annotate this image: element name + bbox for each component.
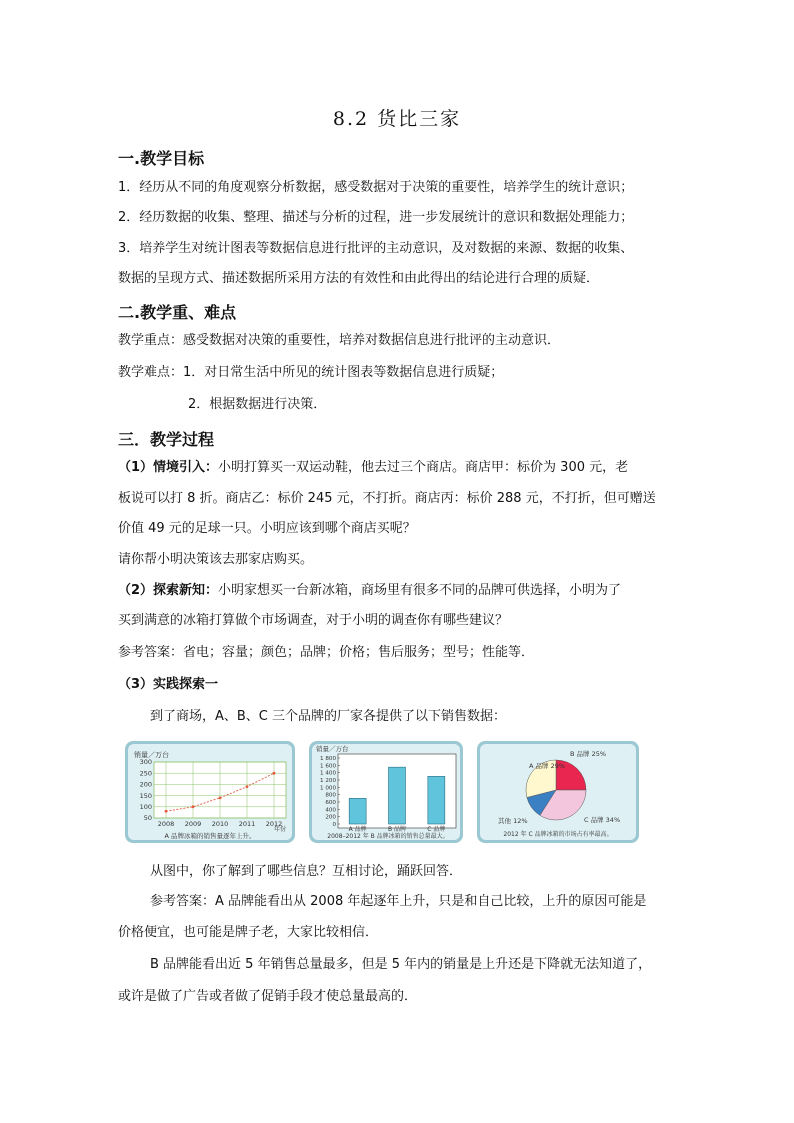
bar — [349, 798, 366, 824]
data-point — [273, 772, 276, 775]
part2-label: （2）探索新知： — [118, 583, 219, 598]
answer-b-line-2: 或许是做了广告或者做了促销手段才使总量最高的． — [118, 989, 418, 1004]
x-tick-label: 2012 — [265, 820, 283, 828]
pie-label-c: C 品牌 34% — [584, 816, 621, 824]
part2-line-1 — [118, 583, 678, 599]
data-point — [246, 785, 249, 788]
part1-text: 小明打算买一双运动鞋，他去过三个商店。商店甲：标价为 300 元，老 — [218, 460, 629, 475]
part2-text: 小明家想买一台新冰箱，商场里有很多不同的品牌可供选择，小明为了 — [218, 583, 622, 598]
x-tick-label: 2010 — [211, 820, 229, 828]
bar — [389, 767, 406, 824]
part1-line-2: 板说可以打 8 折。商店乙：标价 245 元，不打折。商店丙：标价 288 元，不打折，但可赠送 — [118, 491, 656, 506]
part3-label: （3）实践探索一 — [118, 677, 219, 692]
bar — [428, 776, 445, 824]
data-point — [219, 796, 222, 799]
figure-a-line-chart — [124, 740, 296, 844]
chart-caption: 2012 年 C 品牌冰箱的市场占有率最高。 — [503, 831, 613, 838]
section-heading-process: 三．教学过程 — [118, 430, 215, 449]
chart-caption: 2008–2012 年 B 品牌冰箱的销售总量最大。 — [327, 833, 449, 840]
y-tick-label: 300 — [139, 758, 152, 767]
part1-line-3: 价值 49 元的足球一只。小明应该到哪个商店买呢？ — [118, 521, 416, 536]
x-tick-label: B 品牌 — [387, 826, 407, 833]
chart-caption: A 品牌冰箱的销售量逐年上升。 — [164, 832, 256, 840]
key-difficulty-2: 2．根据数据进行决策． — [188, 397, 327, 412]
pie-label-b: B 品牌 25% — [570, 750, 607, 758]
y-tick-label: 1 000 — [319, 785, 336, 792]
answer-b-line-1: B 品牌能看出近 5 年销售总量最多，但是 5 年内的销量是上升还是下降就无法知道了， — [150, 957, 652, 972]
part1-line-1 — [118, 460, 678, 476]
data-point — [165, 810, 168, 813]
discussion-question: 从图中，你了解到了哪些信息？互相讨论，踊跃回答． — [150, 864, 463, 879]
section-heading-keypoints: 二.教学重、难点 — [118, 303, 237, 322]
x-tick-label: 2011 — [238, 820, 256, 828]
part3-intro: 到了商场，A、B、C 三个品牌的厂家各提供了以下销售数据： — [150, 709, 507, 724]
y-tick-label: 600 — [325, 800, 336, 806]
x-tick-label: A 品牌 — [348, 826, 367, 833]
answer-a-line-1: 参考答案：A 品牌能看出从 2008 年起逐年上升，只是和自己比较，上升的原因可能是 — [150, 894, 647, 909]
x-tick-label: 2009 — [184, 820, 202, 828]
data-point — [192, 805, 195, 808]
bar-chart-svg — [308, 740, 464, 844]
goal-item-2: 2．经历数据的收集、整理、描述与分析的过程，进一步发展统计的意识和数据处理能力； — [118, 210, 634, 225]
y-axis-label: 销量／万台 — [316, 745, 349, 753]
y-axis-label: 销量／万台 — [134, 751, 169, 759]
y-tick-label: 1 400 — [319, 770, 336, 777]
part2-line-2: 买到满意的冰箱打算做个市场调查，对于小明的调查你有哪些建议？ — [118, 613, 509, 628]
goal-item-1: 1．经历从不同的角度观察分析数据，感受数据对于决策的重要性，培养学生的统计意识； — [118, 180, 634, 195]
y-tick-label: 100 — [139, 803, 152, 811]
y-tick-label: 200 — [325, 814, 336, 821]
y-tick-label: 0 — [332, 822, 336, 828]
part2-answer: 参考答案：省电；容量；颜色；品牌；价格；售后服务；型号；性能等． — [118, 645, 535, 660]
x-tick-label: C 品牌 — [427, 826, 446, 833]
x-axis-label: 年份 — [273, 826, 286, 833]
goal-item-3-continued: 数据的呈现方式、描述数据所采用方法的有效性和由此得出的结论进行合理的质疑． — [118, 271, 600, 286]
answer-a-line-2: 价格便宜，也可能是牌子老，大家比较相信． — [118, 925, 379, 940]
y-tick-label: 1 600 — [319, 763, 336, 770]
key-focus: 教学重点：感受数据对决策的重要性，培养对数据信息进行批评的主动意识． — [118, 333, 561, 348]
y-tick-label: 200 — [139, 780, 152, 789]
part1-line-4: 请你帮小明决策该去那家店购买。 — [118, 552, 314, 567]
goal-item-3: 3．培养学生对统计图表等数据信息进行批评的主动意识，及对数据的来源、数据的收集、 — [118, 241, 634, 256]
y-tick-label: 250 — [139, 769, 152, 778]
y-tick-label: 1 800 — [319, 756, 336, 762]
pie-label-other: 其他 12% — [498, 817, 528, 825]
y-tick-label: 800 — [325, 792, 336, 799]
y-tick-label: 150 — [139, 791, 152, 800]
figure-c-pie-chart — [476, 740, 648, 844]
pie-label-a: A 品牌 29% — [529, 762, 566, 770]
y-tick-label: 1 200 — [319, 778, 336, 784]
y-tick-label: 400 — [325, 807, 336, 814]
y-tick-label: 50 — [143, 814, 152, 823]
line-chart-svg — [124, 740, 296, 844]
pie-chart-svg — [476, 740, 640, 844]
page-title: 8.2 货比三家 — [332, 108, 462, 130]
key-difficulty-1: 教学难点：1．对日常生活中所见的统计图表等数据信息进行质疑； — [118, 365, 504, 380]
part1-label: （1）情境引入： — [118, 460, 219, 475]
figure-b-bar-chart — [308, 740, 480, 844]
section-heading-goals: 一.教学目标 — [118, 149, 205, 168]
x-tick-label: 2008 — [157, 820, 175, 828]
